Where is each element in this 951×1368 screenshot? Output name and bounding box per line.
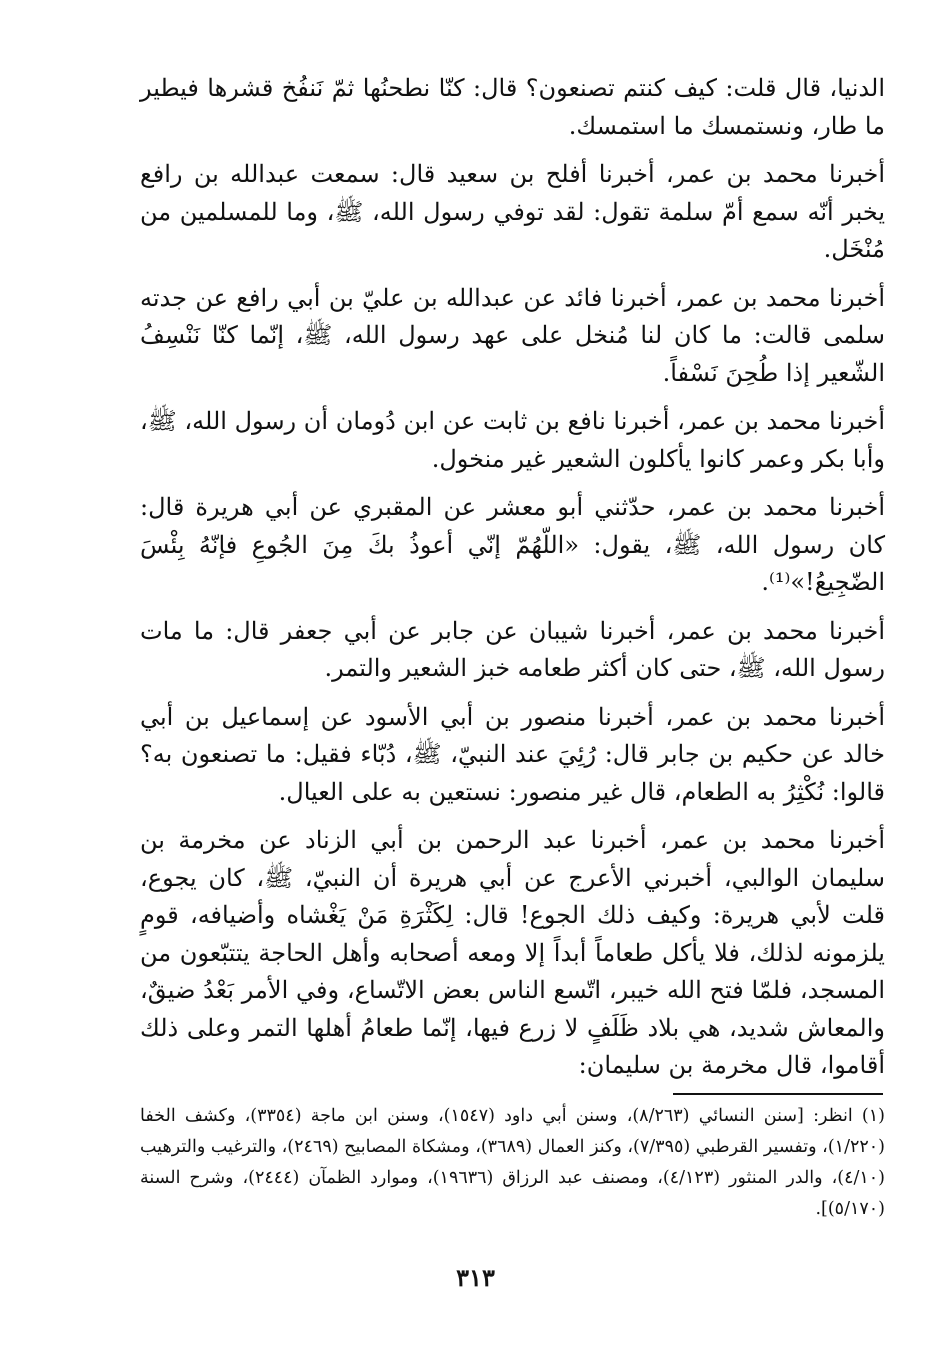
- paragraph-7: أخبرنا محمد بن عمر، أخبرنا منصور بن أبي الأسود عن إسماعيل بن أبي خالد عن حكيم بن جابر قال: رُئِيَ عند النبيّ، ﷺ، دُبّاء فقيل: ما تصنعون به؟ قالوا: نُكْثِرُ به الطعام، قال غير منصور: نستعين به على العيال.: [140, 702, 885, 806]
- main-text: [140, 70, 885, 1096]
- paragraph-5: أخبرنا محمد بن عمر، حدّثني أبو معشر عن المقبري عن أبي هريرة قال: كان رسول الله، ﷺ، يقول: «اللّهُمّ إنّي أعوذُ بكَ مِنَ الجُوعِ فإنّهُ بِئْسَ الضّجِيعُ!»⁽¹⁾.: [140, 493, 885, 596]
- paragraph-1: الدنيا، قال قلت: كيف كنتم تصنعون؟ قال: كنّا نطحنُها ثمّ نَنفُخ قشرها فيطير ما طار، ونستمسك ما استمسك.: [140, 74, 885, 140]
- paragraph-4: أخبرنا محمد بن عمر، أخبرنا نافع بن ثابت عن ابن دُومان أن رسول الله، ﷺ، وأبا بكر وعمر كانوا يأكلون الشعير غير منخول.: [140, 407, 885, 473]
- page-number: ٣١٣: [456, 1263, 495, 1292]
- paragraph-8: أخبرنا محمد بن عمر، أخبرنا عبد الرحمن بن أبي الزناد عن مخرمة بن سليمان الوالبي، أخبرني الأعرج عن أبي هريرة أن النبيّ، ﷺ، كان يجوع، قلت لأبي هريرة: وكيف ذلك الجوع! قال: لِكَثْرَةِ مَنْ يَغْشاه وأضيافه، قومٍ يلزمونه لذلك، فلا يأكل طعاماً أبداً إلا ومعه أصحابه وأهل الحاجة يتتبّعون من المسجد، فلمّا فتح الله خيبر، اتّسع الناس بعض الاتّساع، وفي الأمر بَعْدُ ضيقٌ، والمعاش شديد، هي بلاد ظَلَفٍ لا زرع فيها، إنّما طعامُ أهلها التمر وعلى ذلك أقاموا، قال مخرمة بن سليمان:: [140, 826, 885, 1079]
- footnote-1: (١) انظر: [سنن النسائي (٨/٢٦٣)، وسنن أبي داود (١٥٤٧)، وسنن ابن ماجة (٣٣٥٤)، وكشف الخفا (١/٢٢٠)، وتفسير القرطبي (٧/٣٩٥)، وكنز العمال (٣٦٨٩)، ومشكاة المصابيح (٢٤٦٩)، والترغيب والترهيب (٤/١٠)، والدر المنثور (٤/١٢٣)، ومصنف عبد الرزاق (١٩٦٣٦)، وموارد الظمآن (٢٤٤٤)، وشرح السنة (٥/١٧٠)].: [140, 1106, 885, 1219]
- paragraph-6: أخبرنا محمد بن عمر، أخبرنا شيبان عن جابر عن أبي جعفر قال: ما مات رسول الله، ﷺ، حتى كان أكثر طعامه خبز الشعير والتمر.: [140, 616, 885, 682]
- paragraph-3: أخبرنا محمد بن عمر، أخبرنا فائد عن عبدالله بن عليّ بن أبي رافع عن جدته سلمى قالت: ما كان لنا مُنخل على عهد رسول الله، ﷺ، إنّما كنّا نَنْسِفُ الشّعير إذا طُحِنَ نَسْفاً.: [140, 283, 885, 387]
- footnote-divider: [673, 1093, 883, 1095]
- footnotes: [140, 1101, 885, 1225]
- paragraph-2: أخبرنا محمد بن عمر، أخبرنا أفلح بن سعيد قال: سمعت عبدالله بن رافع يخبر أنّه سمع أمّ سلمة تقول: لقد توفي رسول الله، ﷺ، وما للمسلمين من مُنْخَل.: [140, 160, 886, 263]
